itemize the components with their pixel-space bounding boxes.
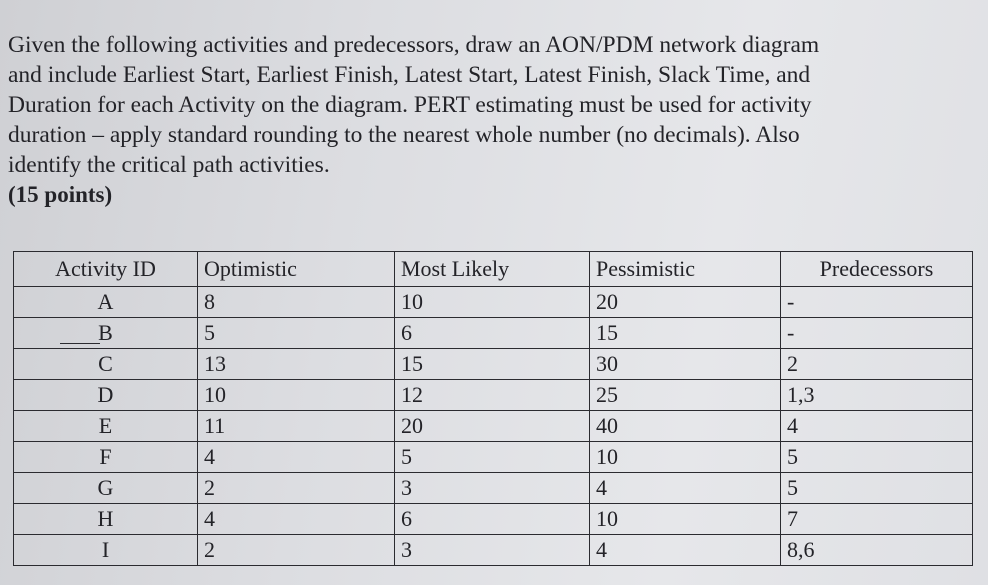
most-likely-cell: 6 [395,318,590,349]
optimistic-cell: 4 [198,442,395,473]
most-likely-cell: 15 [395,349,590,380]
points-label: (15 points) [8,182,113,207]
most-likely-cell: 3 [395,535,590,566]
optimistic-cell: 5 [198,318,395,349]
question-line: Duration for each Activity on the diagram. PERT estimating must be used for activity [8,92,812,118]
activity-id-cell: H [14,504,198,535]
header-most-likely: Most Likely [395,252,590,287]
activity-id-cell: E [14,411,198,442]
predecessors-cell: 4 [781,411,973,442]
optimistic-cell: 8 [198,287,395,318]
predecessors-cell: 1,3 [781,380,973,411]
header-pessimistic: Pessimistic [590,252,781,287]
activity-id-cell: A [14,287,198,318]
optimistic-cell: 11 [198,411,395,442]
activity-id-cell: G [14,473,198,504]
predecessors-cell: 8,6 [781,535,973,566]
activity-id-cell: C [14,349,198,380]
table-row [14,535,973,566]
table-row [14,318,973,349]
table-row [14,504,973,535]
optimistic-cell: 10 [198,380,395,411]
pessimistic-cell: 4 [590,535,781,566]
pessimistic-cell: 30 [590,349,781,380]
table-row [14,287,973,318]
question-line: and include Earliest Start, Earliest Finish, Latest Start, Latest Finish, Slack Time, and [8,62,811,88]
pessimistic-cell: 4 [590,473,781,504]
header-optimistic: Optimistic [198,252,395,287]
table-row [14,411,973,442]
header-activity-id: Activity ID [14,252,198,287]
predecessors-cell: 2 [781,349,973,380]
most-likely-cell: 6 [395,504,590,535]
table-row [14,473,973,504]
most-likely-cell: 12 [395,380,590,411]
optimistic-cell: 2 [198,535,395,566]
activity-id-cell: I [14,535,198,566]
pessimistic-cell: 10 [590,442,781,473]
most-likely-cell: 3 [395,473,590,504]
pessimistic-cell: 25 [590,380,781,411]
pessimistic-cell: 40 [590,411,781,442]
activity-id-cell: B [14,318,198,349]
activity-table [13,251,973,566]
most-likely-cell: 5 [395,442,590,473]
table-row [14,442,973,473]
activity-id-cell: D [14,380,198,411]
question-line: Given the following activities and predecessors, draw an AON/PDM network diagram [8,32,820,58]
header-predecessors: Predecessors [781,252,973,287]
most-likely-cell: 20 [395,411,590,442]
question-line: identify the critical path activities. [8,152,330,178]
table-row [14,380,973,411]
predecessors-cell: 5 [781,442,973,473]
predecessors-cell: 5 [781,473,973,504]
most-likely-cell: 10 [395,287,590,318]
question-line: duration – apply standard rounding to the nearest whole number (no decimals). Also [8,122,800,148]
activity-id-cell: F [14,442,198,473]
table-header-row [14,252,973,287]
optimistic-cell: 4 [198,504,395,535]
table-row [14,349,973,380]
pessimistic-cell: 10 [590,504,781,535]
optimistic-cell: 13 [198,349,395,380]
optimistic-cell: 2 [198,473,395,504]
predecessors-cell: 7 [781,504,973,535]
question-text [8,30,968,210]
predecessors-cell: - [781,287,973,318]
pessimistic-cell: 20 [590,287,781,318]
pessimistic-cell: 15 [590,318,781,349]
predecessors-cell: - [781,318,973,349]
